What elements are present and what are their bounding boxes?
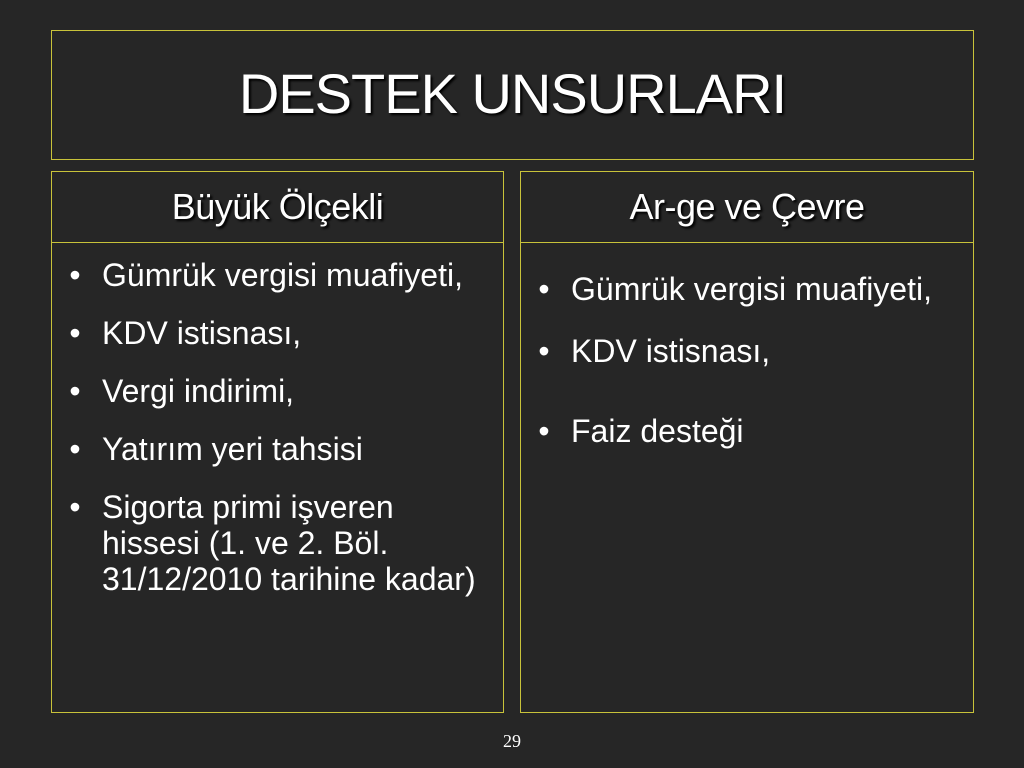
list-item <box>60 489 490 597</box>
title-frame <box>51 30 974 160</box>
list-item <box>529 333 959 369</box>
right-bullet-list <box>529 271 959 493</box>
list-item-text: Sigorta primi işveren hissesi (1. ve 2. Böl. 31/12/2010 tarihine kadar) <box>102 489 476 597</box>
bullet-icon: • <box>69 489 81 525</box>
slide-title: DESTEK UNSURLARI <box>238 61 787 125</box>
left-body-frame <box>51 242 504 713</box>
list-item <box>60 431 490 467</box>
list-item-text: Gümrük vergisi muafiyeti, <box>571 271 932 307</box>
bullet-icon: • <box>69 431 81 467</box>
list-item-text: Faiz desteği <box>571 413 744 449</box>
list-item-text: Vergi indirimi, <box>102 373 295 409</box>
right-body-frame <box>520 242 974 713</box>
list-item-text: KDV istisnası, <box>102 315 302 351</box>
left-heading-frame <box>51 171 504 243</box>
list-item-text: KDV istisnası, <box>571 333 771 369</box>
list-item <box>60 373 490 409</box>
page-number: 29 <box>503 731 521 751</box>
right-column-heading: Ar-ge ve Çevre <box>629 186 865 227</box>
left-column-heading: Büyük Ölçekli <box>171 186 384 227</box>
bullet-icon: • <box>69 315 81 351</box>
left-bullet-list <box>60 257 490 619</box>
bullet-icon: • <box>538 271 550 307</box>
bullet-icon: • <box>69 257 81 293</box>
list-item-text: Gümrük vergisi muafiyeti, <box>102 257 463 293</box>
right-heading-frame <box>520 171 974 243</box>
list-item <box>529 253 959 325</box>
bullet-icon: • <box>538 333 550 369</box>
list-item <box>529 413 959 449</box>
list-item <box>60 257 490 293</box>
list-item-text: Yatırım yeri tahsisi <box>102 431 363 467</box>
bullet-icon: • <box>69 373 81 409</box>
list-item <box>60 315 490 351</box>
bullet-icon: • <box>538 413 550 449</box>
